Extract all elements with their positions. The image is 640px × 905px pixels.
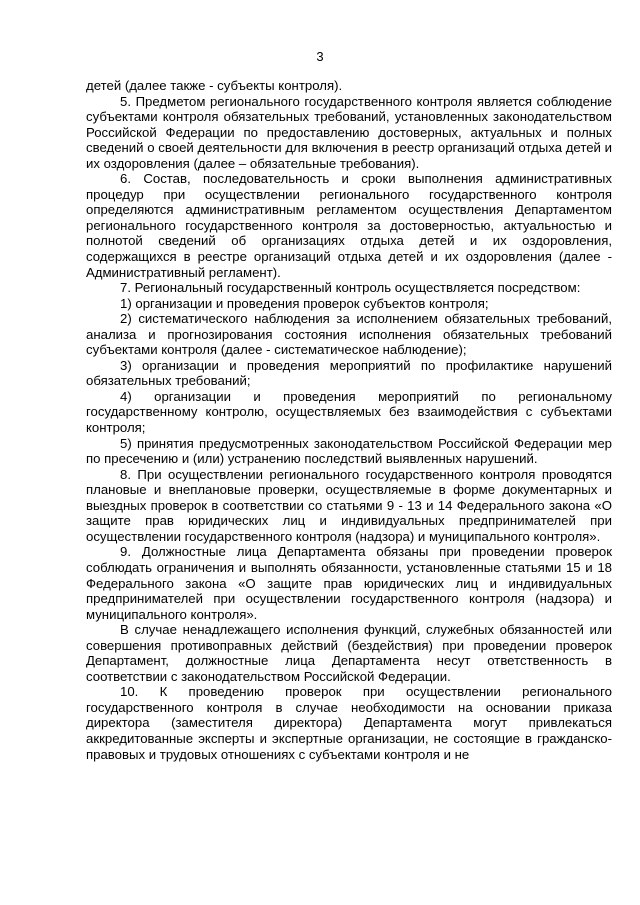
subitem-7-2: 2) систематического наблюдения за исполнением обязательных требований, анализа и прогнозирования состояния исполнения обязательных требований субъектами контроля (далее - систематическое наблюдение);	[86, 311, 612, 358]
paragraph-item-5: 5. Предметом регионального государственного контроля является соблюдение субъектами контроля обязательных требований, установленных законодательством Российской Федерации по предоставлению достоверных, актуальных и полных сведений о своей деятельности для включения в реестр организаций отдыха детей и их оздоровления (далее – обязательные требования).	[86, 93, 612, 171]
subitem-7-4: 4) организации и проведения мероприятий по региональному государственному контролю, осуществляемых без взаимодействия с субъектами контроля;	[86, 388, 612, 436]
subitem-7-5: 5) принятия предусмотренных законодательством Российской Федерации мер по пресечению и (или) устранению последствий выявленных нарушений.	[86, 435, 612, 467]
paragraph-item-8: 8. При осуществлении регионального государственного контроля проводятся плановые и внеплановые проверки, осуществляемые в форме документарных и выездных проверок в соответствии со статьями 9 - 13 и 14 Федерального закона «О защите прав юридических лиц и индивидуальных предпринимателей при осуществлении государственного контроля (надзора) и муниципального контроля».	[86, 466, 612, 544]
paragraph-continuation: детей (далее также - субъекты контроля).	[86, 78, 343, 93]
paragraph-item-9: 9. Должностные лица Департамента обязаны при проведении проверок соблюдать ограничения и выполнять обязанности, установленные статьями 15 и 18 Федерального закона «О защите прав юридических лиц и индивидуальных предпринимателей при осуществлении государственного контроля (надзора) и муниципального контроля».	[86, 544, 612, 622]
paragraph-item-6: 6. Состав, последовательность и сроки выполнения административных процедур при осуществлении регионального государственного контроля определяются административным регламентом осуществления Департаментом регионального государственного контроля за достоверностью, актуальностью и полнотой сведений об организациях отдыха детей и их оздоровления, содержащихся в реестре организаций отдыха детей и их оздоровления (далее - Административный регламент).	[86, 171, 612, 280]
paragraph-item-10: 10. К проведению проверок при осуществлении регионального государственного контроля в случае необходимости на основании приказа директора (заместителя директора) Департамента могут привлекаться аккредитованные эксперты и экспертные организации, не состоящие в гражданско-правовых и трудовых отношениях с субъектами контроля и не	[86, 684, 612, 762]
subitem-7-3: 3) организации и проведения мероприятий по профилактике нарушений обязательных требований;	[86, 357, 612, 389]
paragraph-liability: В случае ненадлежащего исполнения функций, служебных обязанностей или совершения противоправных действий (бездействия) при проведении проверок Департамент, должностные лица Департамента несут ответственность в соответствии с законодательством Российской Федерации.	[86, 622, 612, 684]
page-number: 3	[316, 49, 324, 64]
subitem-7-1: 1) организации и проведения проверок субъектов контроля;	[120, 295, 489, 311]
paragraph-item-7: 7. Региональный государственный контроль осуществляется посредством:	[120, 280, 581, 296]
document-body	[86, 78, 612, 762]
